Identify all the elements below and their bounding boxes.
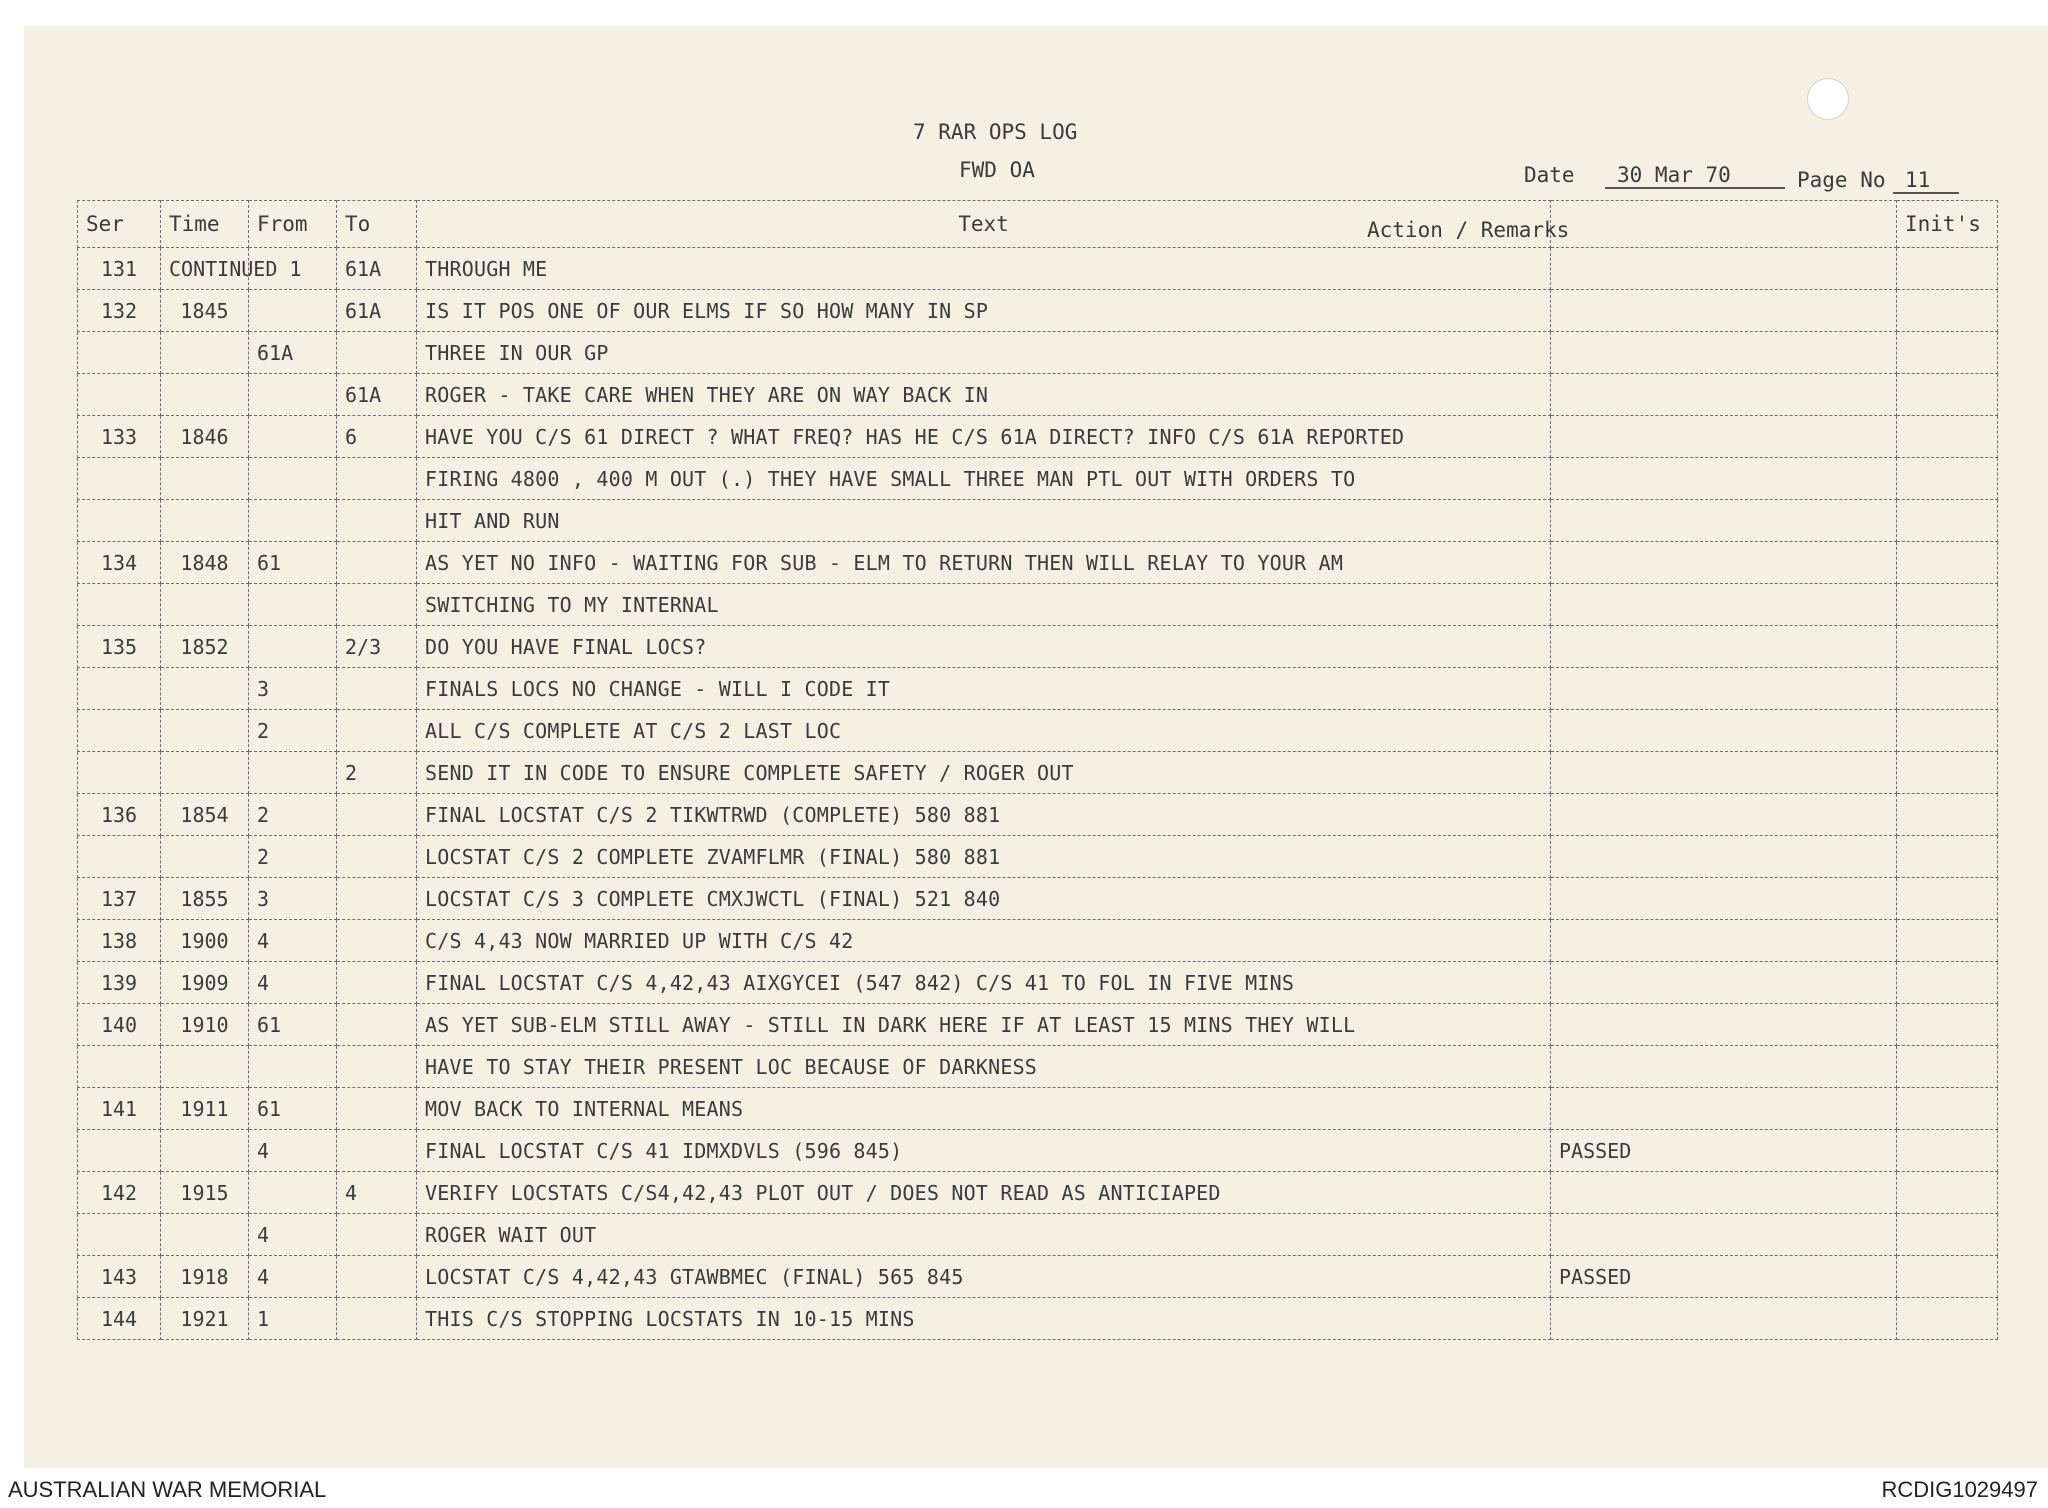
cell-text: LOCSTAT C/S 3 COMPLETE CMXJWCTL (FINAL) 521 840	[417, 878, 1551, 920]
table-row	[78, 1004, 1998, 1046]
cell-ser: 144	[78, 1298, 161, 1340]
table-header-row	[78, 201, 1998, 248]
cell-text: DO YOU HAVE FINAL LOCS?	[417, 626, 1551, 668]
cell-text: HAVE TO STAY THEIR PRESENT LOC BECAUSE OF DARKNESS	[417, 1046, 1551, 1088]
cell-text: THIS C/S STOPPING LOCSTATS IN 10-15 MINS	[417, 1298, 1551, 1340]
col-header-from: From	[249, 201, 337, 248]
cell-from: 3	[249, 878, 337, 920]
cell-from: 3	[249, 668, 337, 710]
cell-to	[337, 878, 417, 920]
cell-inits	[1897, 584, 1998, 626]
cell-inits	[1897, 752, 1998, 794]
cell-time: 1852	[161, 626, 249, 668]
cell-inits	[1897, 458, 1998, 500]
cell-text: SEND IT IN CODE TO ENSURE COMPLETE SAFETY / ROGER OUT	[417, 752, 1551, 794]
col-header-remarks	[1551, 201, 1897, 248]
cell-inits	[1897, 626, 1998, 668]
cell-remarks	[1551, 500, 1897, 542]
cell-time: CONTINUED 1	[161, 248, 249, 290]
table-row	[78, 416, 1998, 458]
table-row	[78, 458, 1998, 500]
cell-time	[161, 500, 249, 542]
cell-remarks	[1551, 710, 1897, 752]
cell-remarks	[1551, 1172, 1897, 1214]
cell-ser	[78, 584, 161, 626]
cell-remarks	[1551, 332, 1897, 374]
cell-ser	[78, 332, 161, 374]
cell-text: FIRING 4800 , 400 M OUT (.) THEY HAVE SMALL THREE MAN PTL OUT WITH ORDERS TO	[417, 458, 1551, 500]
table-row	[78, 920, 1998, 962]
cell-remarks	[1551, 878, 1897, 920]
cell-inits	[1897, 542, 1998, 584]
col-header-inits: Init's	[1897, 201, 1998, 248]
cell-time	[161, 1130, 249, 1172]
cell-time	[161, 836, 249, 878]
table-row	[78, 584, 1998, 626]
cell-inits	[1897, 710, 1998, 752]
table-row	[78, 836, 1998, 878]
cell-ser: 131	[78, 248, 161, 290]
cell-inits	[1897, 416, 1998, 458]
cell-from	[249, 500, 337, 542]
cell-remarks	[1551, 374, 1897, 416]
table-row	[78, 962, 1998, 1004]
cell-inits	[1897, 374, 1998, 416]
date-value: 30 Mar 70	[1605, 163, 1785, 189]
cell-from	[249, 416, 337, 458]
cell-inits	[1897, 290, 1998, 332]
cell-time: 1848	[161, 542, 249, 584]
cell-from: 4	[249, 1214, 337, 1256]
cell-text: SWITCHING TO MY INTERNAL	[417, 584, 1551, 626]
cell-ser: 143	[78, 1256, 161, 1298]
cell-from: 4	[249, 1256, 337, 1298]
cell-from	[249, 752, 337, 794]
cell-ser	[78, 374, 161, 416]
cell-ser: 137	[78, 878, 161, 920]
cell-ser: 141	[78, 1088, 161, 1130]
cell-ser: 133	[78, 416, 161, 458]
cell-remarks	[1551, 752, 1897, 794]
cell-time: 1846	[161, 416, 249, 458]
cell-to	[337, 332, 417, 374]
cell-time	[161, 752, 249, 794]
cell-ser	[78, 500, 161, 542]
cell-to	[337, 542, 417, 584]
footer-id: RCDIG1029497	[1881, 1477, 2038, 1502]
cell-remarks	[1551, 584, 1897, 626]
cell-to	[337, 584, 417, 626]
cell-from: 61	[249, 1088, 337, 1130]
cell-ser: 138	[78, 920, 161, 962]
cell-inits	[1897, 1004, 1998, 1046]
cell-to: 61A	[337, 248, 417, 290]
cell-text: VERIFY LOCSTATS C/S4,42,43 PLOT OUT / DOES NOT READ AS ANTICIAPED	[417, 1172, 1551, 1214]
cell-to: 2	[337, 752, 417, 794]
cell-remarks	[1551, 416, 1897, 458]
cell-text: FINAL LOCSTAT C/S 4,42,43 AIXGYCEI (547 842) C/S 41 TO FOL IN FIVE MINS	[417, 962, 1551, 1004]
cell-text: C/S 4,43 NOW MARRIED UP WITH C/S 42	[417, 920, 1551, 962]
table-row	[78, 1088, 1998, 1130]
cell-remarks	[1551, 962, 1897, 1004]
cell-text: HIT AND RUN	[417, 500, 1551, 542]
cell-text: FINALS LOCS NO CHANGE - WILL I CODE IT	[417, 668, 1551, 710]
cell-inits	[1897, 500, 1998, 542]
cell-text: LOCSTAT C/S 2 COMPLETE ZVAMFLMR (FINAL) 580 881	[417, 836, 1551, 878]
cell-text: ALL C/S COMPLETE AT C/S 2 LAST LOC	[417, 710, 1551, 752]
page-value: 11	[1893, 168, 1959, 194]
cell-from: 4	[249, 920, 337, 962]
cell-from	[249, 458, 337, 500]
footer-source: AUSTRALIAN WAR MEMORIAL	[8, 1477, 327, 1502]
cell-inits	[1897, 836, 1998, 878]
cell-to: 4	[337, 1172, 417, 1214]
cell-inits	[1897, 1256, 1998, 1298]
cell-ser	[78, 668, 161, 710]
cell-time	[161, 332, 249, 374]
cell-inits	[1897, 1130, 1998, 1172]
cell-ser	[78, 1130, 161, 1172]
cell-ser: 132	[78, 290, 161, 332]
table-row	[78, 752, 1998, 794]
cell-inits	[1897, 962, 1998, 1004]
col-header-ser: Ser	[78, 201, 161, 248]
cell-from: 61	[249, 1004, 337, 1046]
cell-remarks	[1551, 794, 1897, 836]
cell-inits	[1897, 1046, 1998, 1088]
cell-ser: 140	[78, 1004, 161, 1046]
cell-time: 1855	[161, 878, 249, 920]
cell-ser	[78, 752, 161, 794]
cell-remarks	[1551, 290, 1897, 332]
cell-to	[337, 458, 417, 500]
cell-remarks	[1551, 920, 1897, 962]
cell-ser: 135	[78, 626, 161, 668]
cell-to	[337, 1004, 417, 1046]
cell-to	[337, 500, 417, 542]
cell-ser	[78, 836, 161, 878]
cell-remarks	[1551, 1046, 1897, 1088]
log-title: 7 RAR OPS LOG	[913, 120, 1078, 144]
cell-ser	[78, 458, 161, 500]
table-row	[78, 1046, 1998, 1088]
cell-to	[337, 1256, 417, 1298]
table-row	[78, 374, 1998, 416]
cell-from: 61A	[249, 332, 337, 374]
cell-from	[249, 584, 337, 626]
cell-time: 1911	[161, 1088, 249, 1130]
cell-from	[249, 626, 337, 668]
cell-text: MOV BACK TO INTERNAL MEANS	[417, 1088, 1551, 1130]
cell-to	[337, 668, 417, 710]
ops-log-table	[77, 200, 1998, 1340]
cell-to: 61A	[337, 374, 417, 416]
cell-remarks: PASSED	[1551, 1256, 1897, 1298]
cell-inits	[1897, 668, 1998, 710]
cell-time	[161, 374, 249, 416]
cell-ser	[78, 1046, 161, 1088]
cell-from	[249, 374, 337, 416]
cell-text: AS YET NO INFO - WAITING FOR SUB - ELM TO RETURN THEN WILL RELAY TO YOUR AM	[417, 542, 1551, 584]
table-row	[78, 1130, 1998, 1172]
ops-log-body	[78, 248, 1998, 1340]
cell-time	[161, 584, 249, 626]
cell-inits	[1897, 332, 1998, 374]
cell-to	[337, 1088, 417, 1130]
cell-from	[249, 1172, 337, 1214]
table-row	[78, 500, 1998, 542]
cell-text: ROGER WAIT OUT	[417, 1214, 1551, 1256]
table-row	[78, 1298, 1998, 1340]
cell-time: 1845	[161, 290, 249, 332]
table-row	[78, 542, 1998, 584]
cell-to	[337, 1046, 417, 1088]
cell-from: 2	[249, 710, 337, 752]
cell-inits	[1897, 1172, 1998, 1214]
cell-to: 2/3	[337, 626, 417, 668]
date-label: Date	[1524, 163, 1575, 187]
cell-inits	[1897, 794, 1998, 836]
cell-time: 1909	[161, 962, 249, 1004]
cell-from	[249, 290, 337, 332]
cell-time: 1918	[161, 1256, 249, 1298]
cell-remarks	[1551, 1088, 1897, 1130]
cell-text: HAVE YOU C/S 61 DIRECT ? WHAT FREQ? HAS HE C/S 61A DIRECT? INFO C/S 61A REPORTED	[417, 416, 1551, 458]
cell-from: 2	[249, 794, 337, 836]
table-row	[78, 332, 1998, 374]
cell-to	[337, 794, 417, 836]
cell-from: 2	[249, 836, 337, 878]
log-subtitle: FWD OA	[959, 158, 1035, 182]
cell-inits	[1897, 1088, 1998, 1130]
cell-remarks	[1551, 1214, 1897, 1256]
cell-text: FINAL LOCSTAT C/S 2 TIKWTRWD (COMPLETE) 580 881	[417, 794, 1551, 836]
table-row	[78, 248, 1998, 290]
cell-ser: 142	[78, 1172, 161, 1214]
cell-inits	[1897, 920, 1998, 962]
cell-remarks	[1551, 542, 1897, 584]
table-row	[78, 710, 1998, 752]
cell-time: 1910	[161, 1004, 249, 1046]
page-label: Page No	[1797, 168, 1886, 192]
cell-inits	[1897, 878, 1998, 920]
cell-to	[337, 1130, 417, 1172]
table-row	[78, 1214, 1998, 1256]
cell-text: LOCSTAT C/S 4,42,43 GTAWBMEC (FINAL) 565 845	[417, 1256, 1551, 1298]
cell-remarks	[1551, 1004, 1897, 1046]
cell-from: 4	[249, 1130, 337, 1172]
cell-inits	[1897, 248, 1998, 290]
cell-from: 61	[249, 542, 337, 584]
cell-from	[249, 1046, 337, 1088]
cell-remarks	[1551, 668, 1897, 710]
cell-to: 6	[337, 416, 417, 458]
cell-to	[337, 962, 417, 1004]
cell-time	[161, 1214, 249, 1256]
cell-text: THROUGH ME	[417, 248, 1551, 290]
cell-time	[161, 1046, 249, 1088]
cell-ser	[78, 710, 161, 752]
col-header-text: Text	[417, 201, 1551, 248]
cell-ser: 134	[78, 542, 161, 584]
col-header-to: To	[337, 201, 417, 248]
cell-remarks: PASSED	[1551, 1130, 1897, 1172]
table-row	[78, 668, 1998, 710]
cell-time: 1915	[161, 1172, 249, 1214]
cell-text: AS YET SUB-ELM STILL AWAY - STILL IN DARK HERE IF AT LEAST 15 MINS THEY WILL	[417, 1004, 1551, 1046]
cell-remarks	[1551, 248, 1897, 290]
cell-inits	[1897, 1298, 1998, 1340]
cell-time: 1900	[161, 920, 249, 962]
cell-to	[337, 836, 417, 878]
punch-hole	[1807, 78, 1849, 120]
table-row	[78, 794, 1998, 836]
cell-to: 61A	[337, 290, 417, 332]
cell-text: FINAL LOCSTAT C/S 41 IDMXDVLS (596 845)	[417, 1130, 1551, 1172]
cell-time	[161, 458, 249, 500]
cell-ser	[78, 1214, 161, 1256]
table-row	[78, 878, 1998, 920]
cell-ser: 136	[78, 794, 161, 836]
cell-remarks	[1551, 836, 1897, 878]
cell-to	[337, 1298, 417, 1340]
cell-to	[337, 920, 417, 962]
cell-from: 4	[249, 962, 337, 1004]
cell-text: THREE IN OUR GP	[417, 332, 1551, 374]
table-row	[78, 1256, 1998, 1298]
cell-time	[161, 668, 249, 710]
cell-inits	[1897, 1214, 1998, 1256]
cell-ser: 139	[78, 962, 161, 1004]
cell-text: IS IT POS ONE OF OUR ELMS IF SO HOW MANY IN SP	[417, 290, 1551, 332]
cell-text: ROGER - TAKE CARE WHEN THEY ARE ON WAY BACK IN	[417, 374, 1551, 416]
table-row	[78, 290, 1998, 332]
cell-to	[337, 1214, 417, 1256]
cell-time: 1921	[161, 1298, 249, 1340]
cell-to	[337, 710, 417, 752]
cell-remarks	[1551, 458, 1897, 500]
cell-time: 1854	[161, 794, 249, 836]
col-header-action: Action / Remarks	[1367, 218, 1570, 242]
table-row	[78, 1172, 1998, 1214]
cell-time	[161, 710, 249, 752]
cell-remarks	[1551, 1298, 1897, 1340]
cell-remarks	[1551, 626, 1897, 668]
cell-from: 1	[249, 1298, 337, 1340]
col-header-time: Time	[161, 201, 249, 248]
table-row	[78, 626, 1998, 668]
